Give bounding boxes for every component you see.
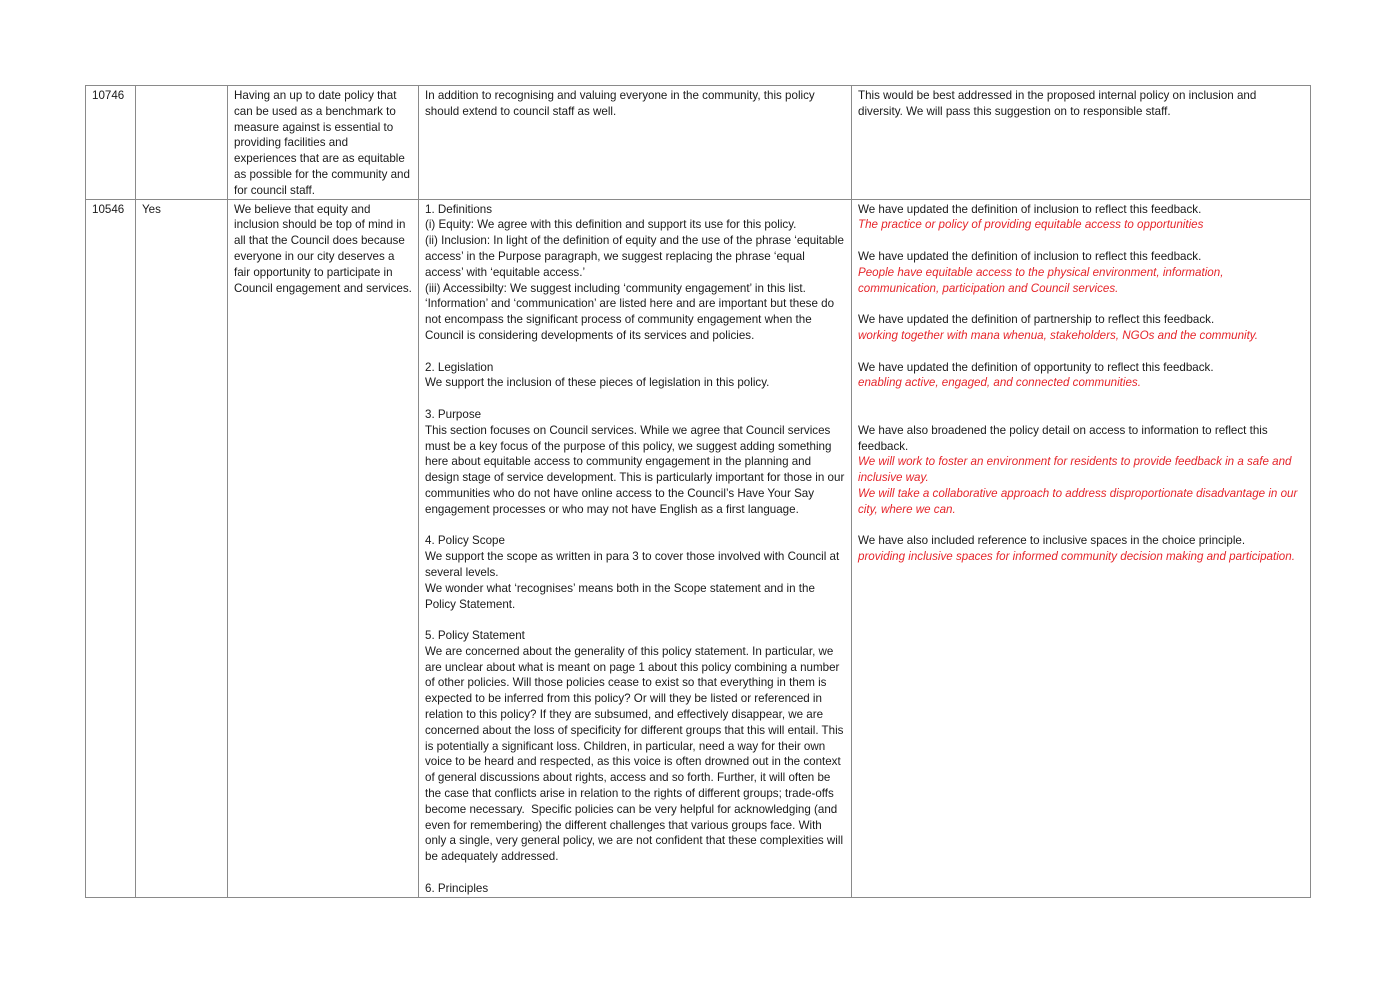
response-text: We have also broadened the policy detail on access to information to reflect this feedback.: [858, 423, 1271, 453]
section-heading: 3. Purpose: [425, 407, 482, 421]
section-heading: 2. Legislation: [425, 360, 494, 374]
response-text: We have updated the definition of partnership to reflect this feedback.: [858, 313, 1215, 327]
table-row: [86, 86, 1311, 200]
feedback-paragraph: (i) Equity: We agree with this definition and support its use for this policy.: [425, 218, 797, 232]
feedback-paragraph: (iii) Accessibilty: We suggest including ‘community engagement’ in this list. ‘Information’ and ‘communication’ are listed here and are important but these do not encompass the significant process of community engagement when the Council is considering developments of its services and policies.: [425, 281, 838, 342]
submission-comment: Having an up to date policy that can be used as a benchmark to measure against is essential to providing facilities and experiences that are as equitable as possible for the community and for council staff.: [228, 86, 419, 200]
response-text: We have updated the definition of inclusion to reflect this feedback.: [858, 202, 1202, 216]
section-heading: 5. Policy Statement: [425, 629, 525, 643]
feedback-paragraph: This section focuses on Council services. While we agree that Council services must be a key focus of the purpose of this policy, we suggest adding something here about equitable access to community engagement in the planning and design stage of service development. This is particularly important for those in our communities who do not have online access to the Council’s Have Your Say engagement processes or who may not have English as a first language.: [425, 423, 848, 516]
updated-definition-text: enabling active, engaged, and connected communities.: [858, 376, 1141, 390]
submission-feedback: [419, 199, 852, 897]
submission-id: 10546: [86, 199, 136, 897]
submission-id: 10746: [86, 86, 136, 200]
feedback-paragraph: We wonder what ‘recognises’ means both in the Scope statement and in the Policy Statement.: [425, 581, 819, 611]
updated-definition-text: working together with mana whenua, stakeholders, NGOs and the community.: [858, 328, 1258, 342]
section-heading: 1. Definitions: [425, 202, 493, 216]
updated-definition-text: The practice or policy of providing equitable access to opportunities: [858, 218, 1204, 232]
submission-answer: [136, 86, 228, 200]
submissions-table: [85, 85, 1311, 898]
table-row: [86, 199, 1311, 897]
updated-policy-text: We will work to foster an environment for residents to provide feedback in a safe and inclusive way.: [858, 455, 1295, 485]
response-text: We have updated the definition of inclusion to reflect this feedback.: [858, 249, 1202, 263]
section-heading: 4. Policy Scope: [425, 534, 505, 548]
response-text: We have also included reference to inclusive spaces in the choice principle.: [858, 534, 1246, 548]
section-heading: 6. Principles: [425, 881, 489, 895]
feedback-paragraph: We support the scope as written in para 3 to cover those involved with Council at several levels.: [425, 550, 843, 579]
council-response: This would be best addressed in the proposed internal policy on inclusion and diversity. We will pass this suggestion on to responsible staff.: [852, 86, 1311, 200]
feedback-paragraph: We support the inclusion of these pieces of legislation in this policy.: [425, 376, 770, 390]
submission-feedback: In addition to recognising and valuing everyone in the community, this policy should extend to council staff as well.: [419, 86, 852, 200]
updated-definition-text: People have equitable access to the physical environment, information, communication, participation and Council services.: [858, 265, 1227, 295]
council-response: [852, 199, 1311, 897]
submission-answer: Yes: [136, 199, 228, 897]
submission-comment: We believe that equity and inclusion should be top of mind in all that the Council does because everyone in our city deserves a fair opportunity to participate in Council engagement and services.: [228, 199, 419, 897]
updated-policy-text: We will take a collaborative approach to address disproportionate disadvantage in our city, where we can.: [858, 486, 1301, 516]
updated-principle-text: providing inclusive spaces for informed community decision making and participation.: [858, 550, 1295, 564]
feedback-paragraph: We are concerned about the generality of this policy statement. In particular, we are unclear about what is meant on page 1 about this policy combining a number of other policies. Will those policies cease to exist so that everything in them is expected to be inferred from this policy? Or will they be listed or referenced in relation to this policy? If they are subsumed, and effectively disappear, we are concerned about the loss of specificity for different groups that this will entail. This is potentially a significant loss. Children, in particular, need a way for their own voice to be heard and respected, as this voice is often drowned out in the context of general discussions about rights, access and so forth. Further, it will often be the case that conflicts arise in relation to the rights of different groups; trade-offs become necessary. Specific policies can be very helpful for acknowledging (and even for remembering) the different challenges that various groups face. With only a single, very general policy, we are not confident that these complexities will be adequately addressed.: [425, 644, 847, 864]
response-text: We have updated the definition of opportunity to reflect this feedback.: [858, 360, 1214, 374]
feedback-paragraph: (ii) Inclusion: In light of the definition of equity and the use of the phrase ‘equitable access’ in the Purpose paragraph, we suggest replacing the phrase ‘equal access’ with ‘equitable access.’: [425, 234, 848, 279]
